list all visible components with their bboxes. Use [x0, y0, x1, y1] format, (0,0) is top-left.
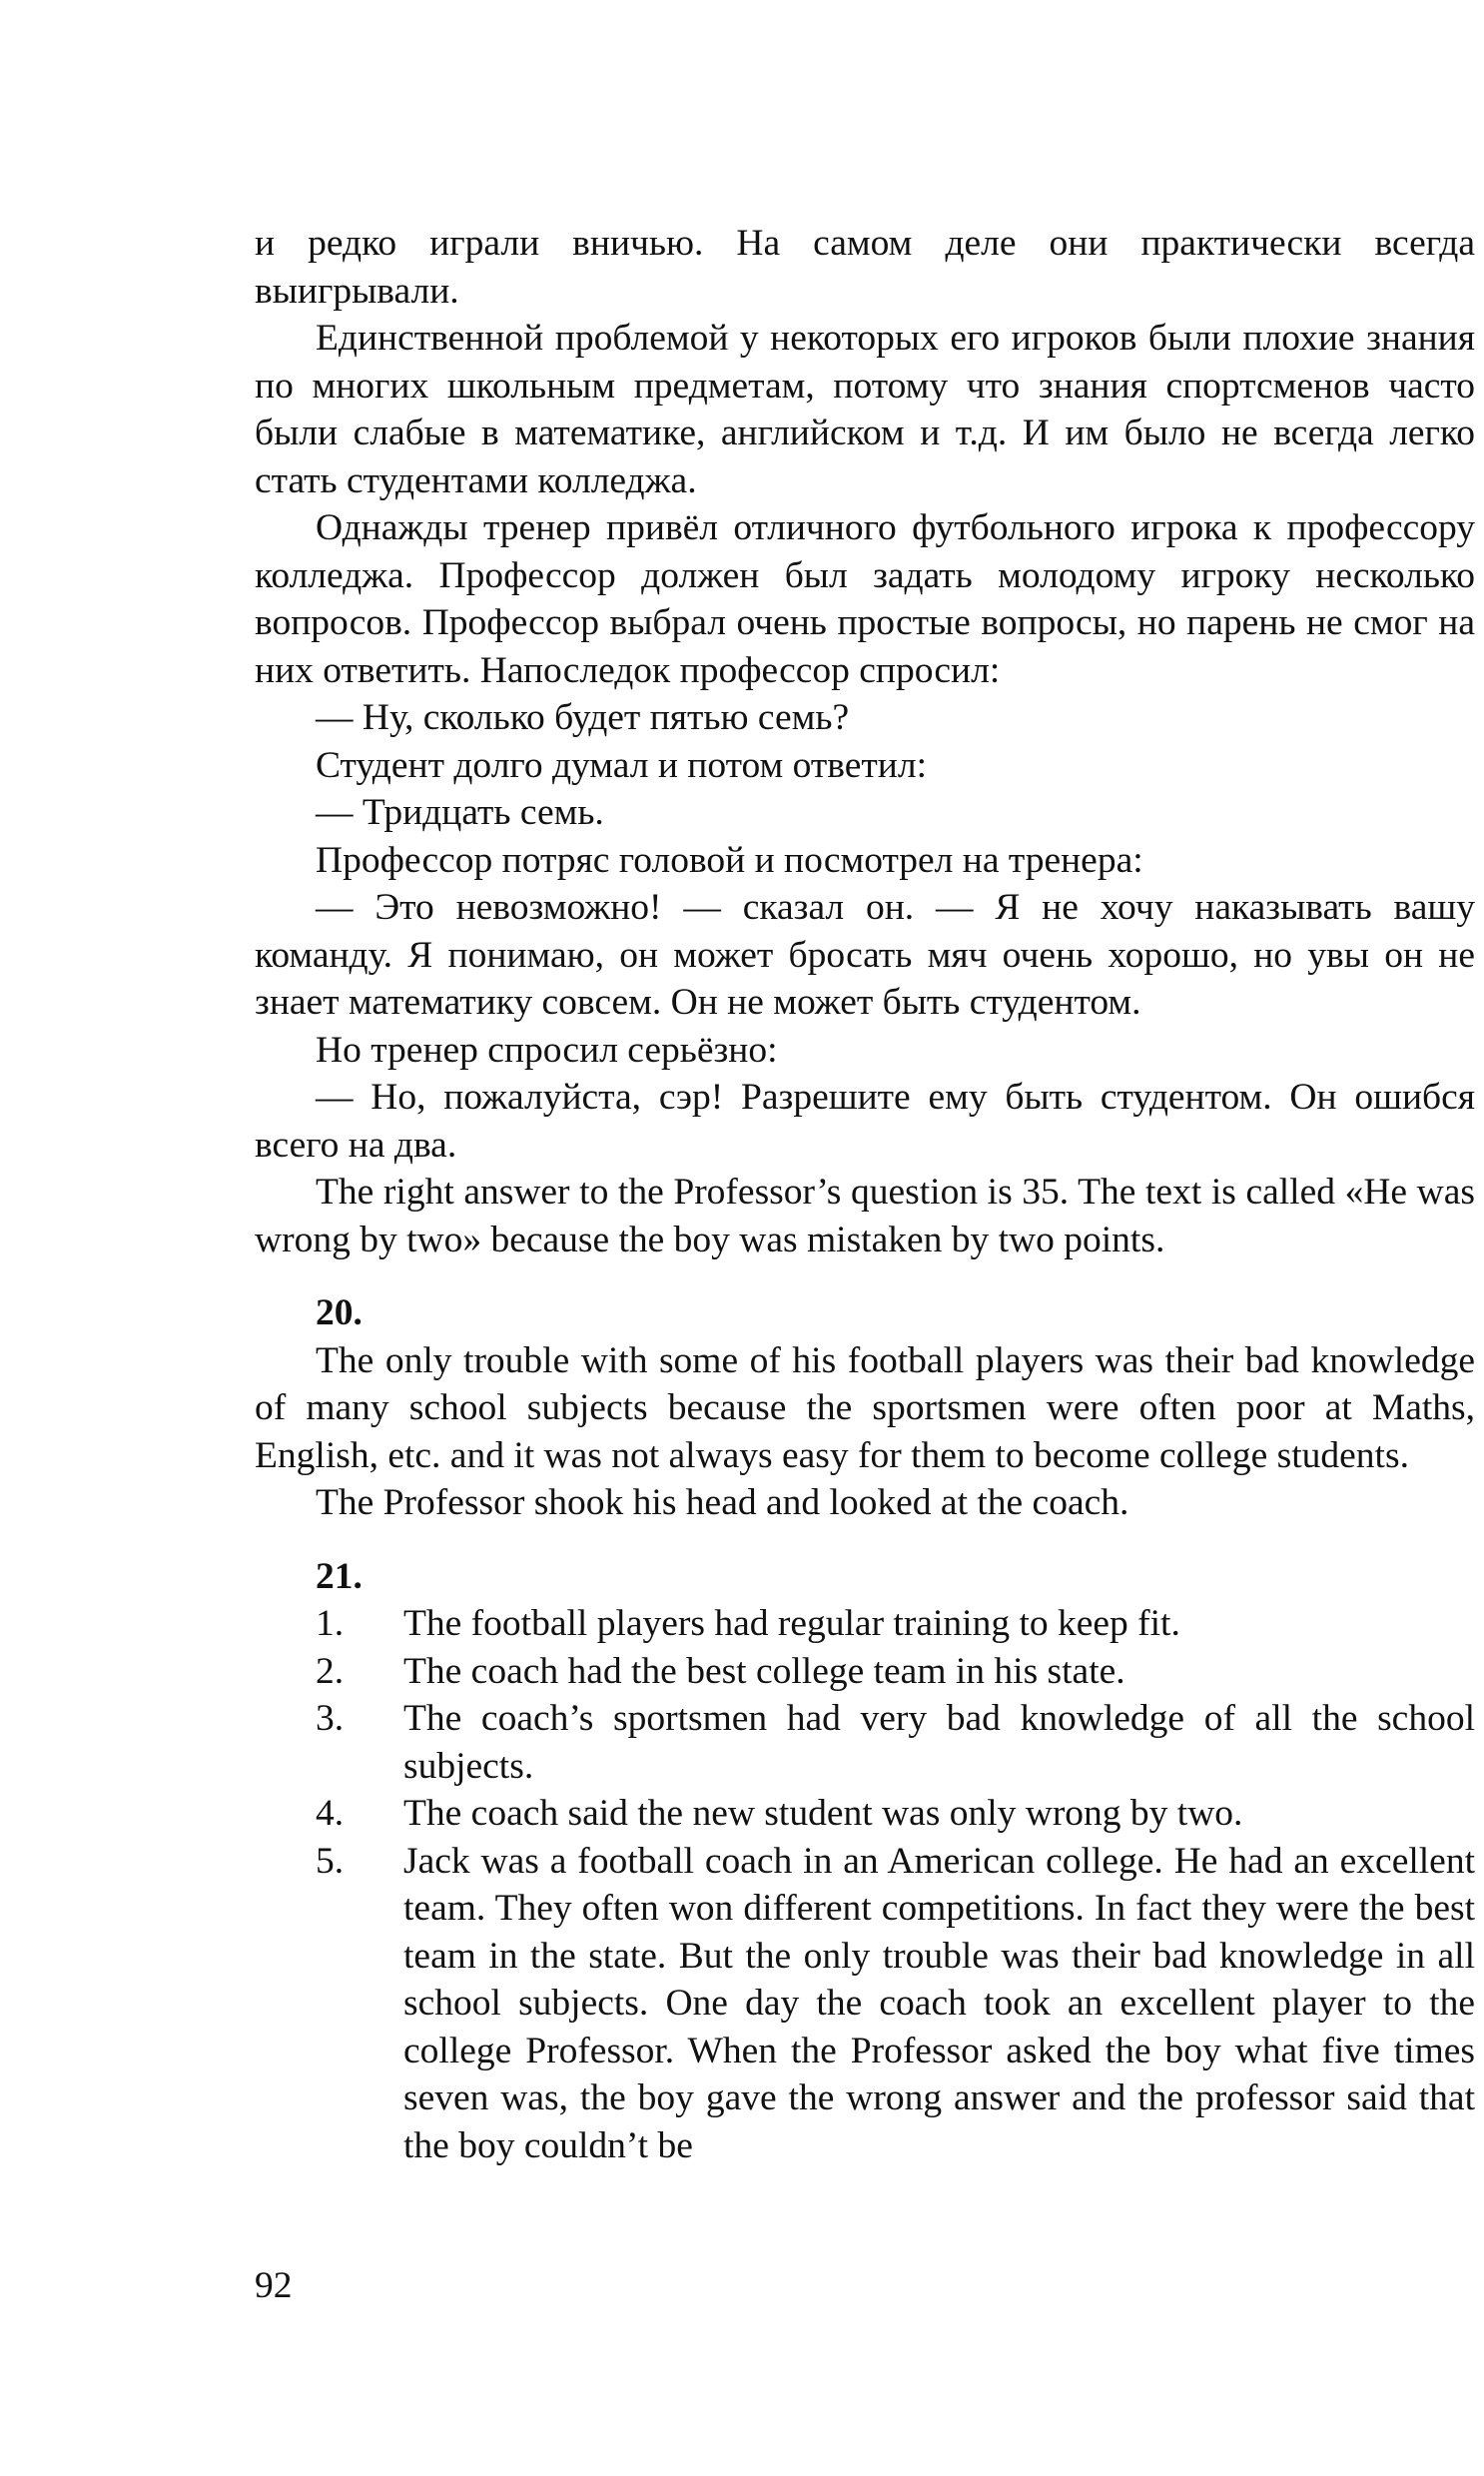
dialogue-line-answer: — Тридцать семь.: [316, 792, 604, 833]
list-item: [255, 1695, 1475, 1790]
list-item: [255, 1790, 1475, 1838]
list-item-text: The coach said the new student was only wrong by two.: [403, 1793, 1243, 1834]
section-21-list: [255, 1600, 1475, 2169]
paragraph-en-explanation: The right answer to the Professor’s question is 35. The text is called «He was wrong by two» because the boy was mistaken by two points.: [255, 1172, 1475, 1260]
page-number: 92: [255, 2265, 293, 2306]
list-item: [255, 1648, 1475, 1696]
list-item-text: The football players had regular training to keep fit.: [403, 1603, 1180, 1644]
list-item-number: 3.: [316, 1698, 345, 1739]
list-item-number: 2.: [316, 1650, 345, 1692]
section-20-number: 20.: [316, 1292, 363, 1333]
list-item-text: The coach had the best college team in his state.: [403, 1650, 1125, 1692]
list-item-number: 5.: [316, 1840, 345, 1882]
list-item: [255, 1600, 1475, 1648]
page-content: [255, 220, 1475, 2169]
section-21-number: 21.: [316, 1555, 363, 1597]
paragraph-ru-coach: Но тренер спросил серьёзно:: [316, 1029, 778, 1071]
paragraph-ru-3: Однажды тренер привёл отличного футбольного игрока к профессору колледжа. Профессор должен был задать молодому игроку несколько вопросов. Профессор выбрал очень простые вопросы, но парень не смог на них ответить. Напоследок профессор спросил:: [255, 507, 1475, 691]
paragraph-ru-professor: Профессор потряс головой и посмотрел на тренера:: [316, 839, 1143, 881]
section-20-paragraph-2: The Professor shook his head and looked at the coach.: [316, 1482, 1129, 1523]
dialogue-line-coach: — Но, пожалуйста, сэр! Разрешите ему быть студентом. Он ошибся всего на два.: [255, 1077, 1475, 1166]
section-gap: [255, 1527, 1475, 1553]
dialogue-line-professor: — Это невозможно! — сказал он. — Я не хочу наказывать вашу команду. Я понимаю, он может бросать мяч очень хорошо, но увы он не знает математику совсем. Он не может быть студентом.: [255, 887, 1475, 1023]
section-gap: [255, 1263, 1475, 1289]
list-item-number: 4.: [316, 1793, 345, 1834]
dialogue-line-question: — Ну, сколько будет пятью семь?: [316, 697, 850, 738]
paragraph-ru-student: Студент долго думал и потом ответил:: [316, 744, 928, 786]
list-item-number: 1.: [316, 1603, 345, 1644]
paragraph-ru-2: Единственной проблемой у некоторых его игроков были плохие знания по многих школьным предметам, потому что знания спортсменов часто были слабые в математике, английском и т.д. И им было не всегда легко стать студентами колледжа.: [255, 318, 1475, 501]
list-item-text: The coach’s sportsmen had very bad knowledge of all the school subjects.: [403, 1698, 1475, 1787]
section-20-paragraph-1: The only trouble with some of his football players was their bad knowledge of many school subjects because the sportsmen were often poor at Maths, English, etc. and it was not always easy for them to become college students.: [255, 1339, 1475, 1476]
paragraph-ru-1: и редко играли вничью. На самом деле они практически всегда выигрывали.: [255, 223, 1475, 312]
list-item: [255, 1838, 1475, 2170]
list-item-text: Jack was a football coach in an American college. He had an excellent team. They often won different competitions. In fact they were the best team in the state. But the only trouble was their bad knowledge in all school subjects. One day the coach took an excellent player to the college Professor. When the Professor asked the boy what five times seven was, the boy gave the wrong answer and the professor said that the boy couldn’t be: [403, 1840, 1475, 2166]
